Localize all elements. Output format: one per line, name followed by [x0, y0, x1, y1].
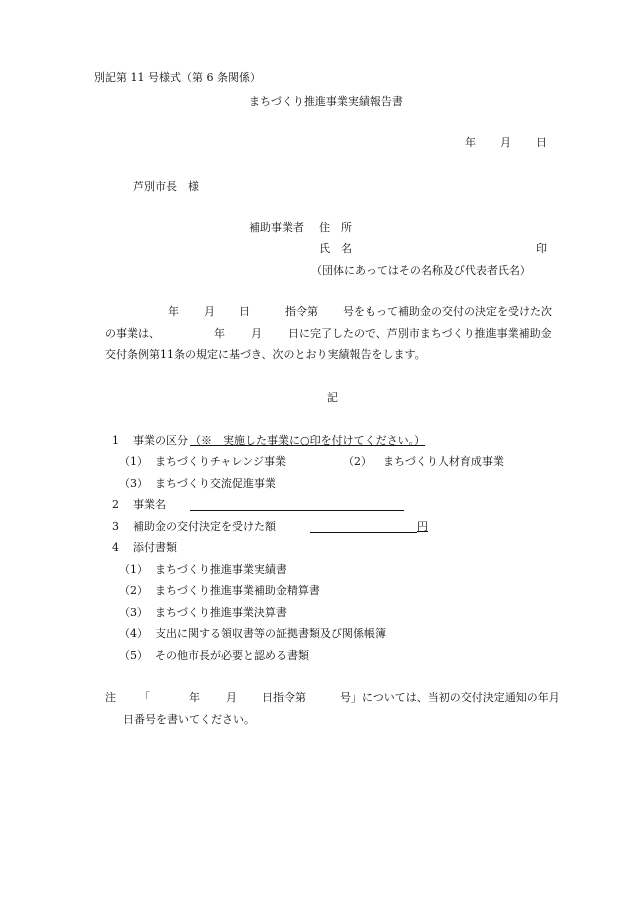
attachment-1-label: まちづくり推進事業実績書: [155, 563, 287, 576]
note-order: 日指令第: [262, 691, 306, 704]
attachment-5-label: その他市長が必要と認める書類: [155, 649, 309, 662]
item1-note: （※ 実施した事業に○印を付けてください。）: [190, 434, 426, 447]
yen-unit: 円: [417, 520, 428, 533]
note-month: 月: [226, 691, 237, 704]
attachment-2-label: まちづくり推進事業補助金精算書: [155, 584, 320, 597]
name-label: 氏 名: [319, 242, 352, 255]
note-close: 号」については、当初の交付決定通知の年月: [340, 691, 560, 704]
note-mark: 注: [105, 691, 116, 704]
attachment-3-number: （3）: [119, 606, 148, 619]
document-title: まちづくり推進事業実績報告書: [249, 95, 403, 108]
date-day: 日: [536, 136, 547, 149]
attachment-4-number: （4）: [119, 627, 148, 640]
note-year: 年: [189, 691, 200, 704]
body-line2-rest: 日に完了したので、芦別市まちづくり推進事業補助金: [288, 327, 552, 340]
item1-number: 1: [112, 434, 119, 447]
category-2-number: （2）: [343, 455, 372, 468]
organization-note: （団体にあってはその名称及び代表者氏名）: [311, 264, 531, 277]
note-line2: 日番号を書いてください。: [123, 713, 255, 726]
grant-amount-field[interactable]: [310, 532, 417, 533]
applicant-label: 補助事業者: [249, 221, 304, 234]
attachment-3-label: まちづくり推進事業決算書: [155, 606, 287, 619]
date-year: 年: [465, 136, 476, 149]
item4-number: 4: [112, 541, 119, 554]
date-month: 月: [500, 136, 511, 149]
attachment-1-number: （1）: [119, 563, 148, 576]
category-1-number: （1）: [119, 455, 148, 468]
note-open-quote: 「: [139, 691, 150, 704]
body-order: 指令第: [285, 305, 318, 318]
body-year-1: 年: [168, 305, 179, 318]
ki-heading: 記: [327, 391, 338, 404]
attachment-5-number: （5）: [119, 649, 148, 662]
project-name-field[interactable]: [190, 510, 404, 511]
category-2-label: まちづくり人材育成事業: [383, 455, 504, 468]
address-label: 住 所: [319, 221, 352, 234]
body-month-1: 月: [204, 305, 215, 318]
seal-mark: 印: [536, 242, 547, 255]
item4-label: 添付書類: [133, 541, 177, 554]
item3-label: 補助金の交付決定を受けた額: [133, 520, 276, 533]
category-3-number: （3）: [119, 477, 148, 490]
attachment-4-label: 支出に関する領収書等の証拠書類及び関係帳簿: [155, 627, 386, 640]
addressee: 芦別市長 様: [133, 180, 199, 193]
item2-number: 2: [112, 498, 119, 511]
item3-number: 3: [112, 520, 119, 533]
body-year-2: 年: [214, 327, 225, 340]
item2-label: 事業名: [133, 498, 166, 511]
body-day-1: 日: [239, 305, 250, 318]
category-3-label: まちづくり交流促進事業: [155, 477, 276, 490]
attachment-2-number: （2）: [119, 584, 148, 597]
body-line1-rest: 号をもって補助金の交付の決定を受けた次: [343, 305, 552, 318]
body-line2-start: の事業は、: [105, 327, 160, 340]
category-1-label: まちづくりチャレンジ事業: [155, 455, 287, 468]
item1-label: 事業の区分: [133, 434, 188, 447]
body-line3: 交付条例第11条の規定に基づき、次のとおり実績報告をします。: [105, 348, 426, 361]
body-month-2: 月: [251, 327, 262, 340]
form-number: 別記第 11 号様式（第 6 条関係）: [94, 71, 261, 84]
